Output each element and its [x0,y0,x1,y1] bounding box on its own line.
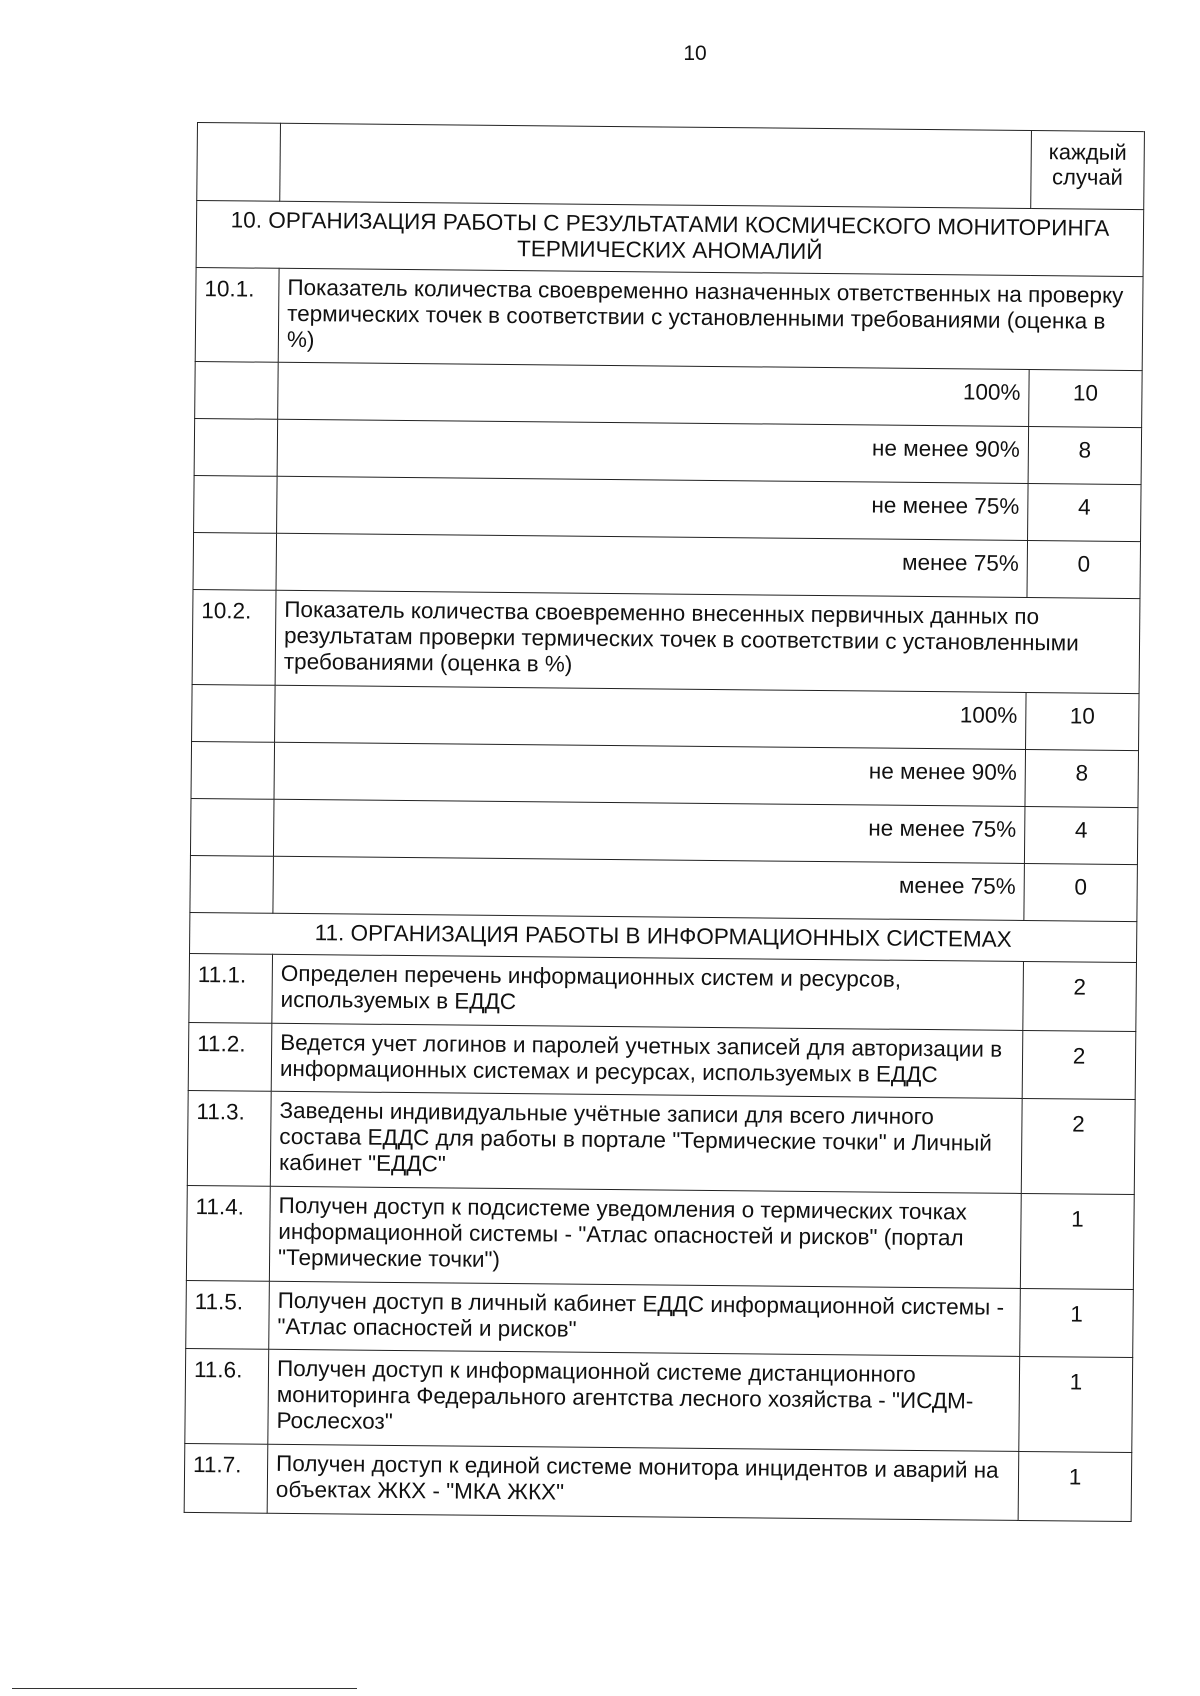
score-cell: 8 [1028,427,1142,485]
item-number: 11.1. [189,953,273,1023]
criterion-cell: 100% [278,363,1030,427]
score-cell: 2 [1021,1099,1135,1195]
item-description: Заведены индивидуальные учётные записи для всего личного состава ЕДДС для работы в портале "Термические точки" и Личный кабинет "ЕДДС" [270,1092,1022,1194]
table-row [189,953,1137,1031]
table-cell [191,741,275,799]
table-cell [192,684,276,742]
item-description: Получен доступ в личный кабинет ЕДДС информационной системы - "Атлас опасностей и рисков" [269,1281,1021,1357]
item-description: Определен перечень информационных систем и ресурсов, используемых в ЕДДС [272,954,1024,1030]
score-cell: 4 [1028,484,1142,542]
score-cell: 2 [1022,1030,1136,1100]
score-cell: 1 [1020,1288,1134,1358]
table-row [188,1022,1136,1100]
option-row [194,419,1142,485]
item-number: 11.5. [186,1280,270,1350]
table-row [186,1280,1134,1358]
option-row [190,855,1138,921]
score-cell: 2 [1023,961,1137,1031]
option-row [194,476,1142,542]
criterion-cell: не менее 90% [277,420,1029,484]
score-cell: 1 [1020,1193,1134,1289]
score-cell: 10 [1026,692,1140,750]
criterion-cell: менее 75% [276,534,1028,598]
option-row [191,741,1139,807]
table-cell [194,476,278,534]
item-number: 11.3. [187,1091,271,1186]
section-11-title: 11. ОРГАНИЗАЦИЯ РАБОТЫ В ИНФОРМАЦИОННЫХ СИСТЕМАХ [190,912,1137,962]
table-row [186,1185,1134,1289]
item-description: Показатель количества своевременно назначенных ответственных на проверку термических точек в соответствии с установленными требованиями (оценка в %) [278,268,1143,371]
score-cell: 10 [1029,370,1143,428]
table-row [197,123,1145,210]
score-cell: 4 [1024,806,1138,864]
item-description: Получен доступ к единой системе монитора инцидентов и аварий на объектах ЖКХ - "МКА ЖКХ" [267,1444,1019,1520]
table-cell [195,362,279,420]
option-row [190,798,1138,864]
table-cell [197,123,281,202]
table-row [185,1349,1133,1453]
score-cell: 0 [1024,863,1138,921]
item-description: Получен доступ к информационной системе дистанционного мониторинга Федерального агентства лесного хозяйства - "ИСДМ-Рослесхоз" [268,1350,1020,1452]
item-number: 11.6. [185,1349,269,1444]
score-cell: 8 [1025,749,1139,807]
criterion-cell: не менее 75% [277,477,1029,541]
table-cell [190,798,274,856]
score-cell: 1 [1018,1451,1132,1521]
criterion-cell: не менее 75% [273,799,1025,863]
option-row [195,362,1143,428]
criteria-table-wrapper [184,122,1144,1522]
section-header-row [196,201,1144,277]
option-row [192,684,1140,750]
criterion-cell: менее 75% [273,856,1025,920]
item-description: Показатель количества своевременно внесенных первичных данных по результатам проверки термических точек в соответствии с установленными требованиями (оценка в %) [275,591,1140,694]
table-cell [194,419,278,477]
option-row [193,533,1141,599]
item-number: 10.1. [195,267,279,362]
table-row [184,1443,1132,1521]
table-row [187,1091,1135,1195]
item-description: Ведется учет логинов и паролей учетных записей для авторизации в информационных системах и ресурсах, используемых в ЕДДС [271,1023,1023,1099]
item-number: 10.2. [192,590,276,685]
criterion-cell: не менее 90% [274,742,1026,806]
table-row [195,267,1143,371]
score-cell: 0 [1027,541,1141,599]
item-number: 11.4. [186,1185,270,1280]
table-row [192,590,1140,694]
score-cell: 1 [1019,1357,1133,1453]
section-10-title: 10. ОРГАНИЗАЦИЯ РАБОТЫ С РЕЗУЛЬТАТАМИ КОСМИЧЕСКОГО МОНИТОРИНГА ТЕРМИЧЕСКИХ АНОМАЛИЙ [196,201,1144,277]
table-cell [193,533,277,591]
item-number: 11.7. [184,1443,268,1513]
score-label-cell: каждый случай [1031,131,1145,210]
criteria-table [184,122,1145,1522]
table-cell [190,855,274,913]
item-number: 11.2. [188,1022,272,1092]
criterion-cell: 100% [275,685,1027,749]
page-number: 10 [683,42,707,65]
item-description: Получен доступ к подсистеме уведомления о термических точках информационной системы - "Атлас опасностей и рисков" (портал "Термические точки") [269,1186,1021,1288]
table-cell [280,123,1032,208]
footnote-separator [12,1688,357,1689]
